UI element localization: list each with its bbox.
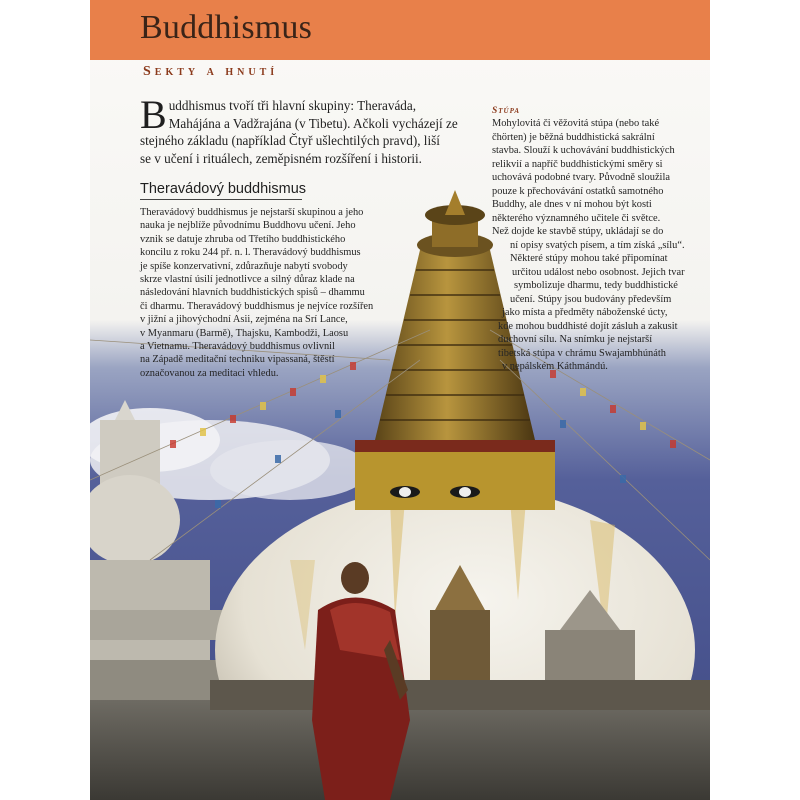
- theravada-line: v Myanmaru (Barmě), Thajsku, Kambodži, Laosu: [140, 327, 349, 339]
- sidebar-line: Buddhy, ale dnes v ní mohou být kosti: [492, 199, 652, 210]
- theravada-line: koncilu z roku 244 př. n. l. Theravádový buddhismus: [140, 247, 361, 259]
- theravada-line: nauka je nejblíže původnímu Buddhovu učení. Jeho: [140, 220, 356, 232]
- section-subtitle: Sekty a hnutí: [143, 64, 279, 79]
- sidebar-line: tibetská stúpa v chrámu Swajambhúnáth: [498, 347, 666, 359]
- sidebar-line: jako místa a předměty náboženské úcty,: [502, 307, 668, 318]
- sidebar-line: ní opisy svatých písem, a tím získá „sílu“.: [510, 239, 685, 251]
- intro-line: Mahájána a Vadžrajána (v Tibetu). Ačkoli vycházejí ze: [168, 115, 458, 131]
- theravada-line: na Západě meditační techniku vipassaná, štěstí: [140, 354, 335, 366]
- theravada-heading: Theravádový buddhismus: [140, 181, 307, 197]
- sidebar-line: Než dojde ke stavbě stúpy, ukládají se do: [492, 226, 664, 237]
- theravada-line: vznik se datuje zhruba od Třetího buddhistického: [140, 233, 346, 245]
- sidebar-line: duchovní sílu. Na snímku je nejstarší: [498, 334, 653, 345]
- sidebar-line: uchovává podobné tvary. Původně sloužila: [492, 172, 670, 183]
- sidebar-line: čhörten) je běžná buddhistická sakrální: [492, 131, 655, 143]
- intro-line: stejného základu (například Čtyř ušlechtilých pravd), liší: [140, 133, 440, 148]
- sidebar-line: Mohylovitá či věžovitá stúpa (nebo také: [492, 118, 660, 129]
- theravada-line: či dharmu. Theravádový buddhismus je nejvíce rozšířen: [140, 300, 374, 312]
- intro-line: se v učení i rituálech, zeměpisném rozšíření i historii.: [140, 150, 422, 166]
- sidebar-line: stavba. Slouží k uchovávání buddhistických: [492, 145, 675, 156]
- sidebar-line: některého významného učitele či světce.: [492, 212, 661, 224]
- intro-paragraph: [140, 92, 475, 167]
- sidebar-text: [492, 117, 707, 374]
- theravada-line: označovanou za meditaci vhledu.: [140, 367, 279, 379]
- sidebar-line: pouze k přechovávání ostatků samotného: [492, 185, 664, 197]
- sidebar-line: symbolizuje dharmu, tedy buddhistické: [514, 280, 678, 291]
- sidebar-line: Některé stúpy mohou také připomínat: [510, 253, 668, 264]
- theravada-line: skrze vlastní úsilí jednotlivce a silný důraz klade na: [140, 274, 355, 286]
- sidebar-line: určitou událost nebo osobnost. Jejich tvar: [512, 266, 685, 278]
- sidebar-line: relikvií a napříč buddhistickými směry si: [492, 158, 663, 170]
- book-page: [90, 0, 710, 800]
- theravada-line: Theravádový buddhismus je nejstarší skupinou a jeho: [140, 207, 364, 218]
- sidebar-title: Stúpa: [492, 106, 521, 116]
- theravada-line: a Vietnamu. Theravádový buddhismus ovlivnil: [140, 341, 335, 353]
- intro-line: uddhismus tvoří tři hlavní skupiny: Theraváda,: [168, 98, 417, 113]
- theravada-line: je spíše konzervativní, zdůrazňuje nabytí svobody: [140, 260, 348, 272]
- sidebar-line: kde mohou buddhisté dojít zásluh a zakusit: [498, 320, 678, 332]
- theravada-text: [140, 206, 440, 380]
- sidebar-line: v nepálském Káthmándú.: [502, 361, 608, 372]
- heading-divider: [140, 199, 302, 200]
- drop-cap: B: [140, 92, 167, 137]
- chapter-title: Buddhismus: [140, 9, 313, 46]
- sidebar-line: učení. Stúpy jsou budovány především: [510, 293, 672, 305]
- theravada-line: v jižní a jihovýchodní Asii, zejména na Srí Lance,: [140, 314, 348, 326]
- chapter-header: [90, 0, 710, 60]
- theravada-line: následování hlavních buddhistických spisů – dhammu: [140, 287, 365, 299]
